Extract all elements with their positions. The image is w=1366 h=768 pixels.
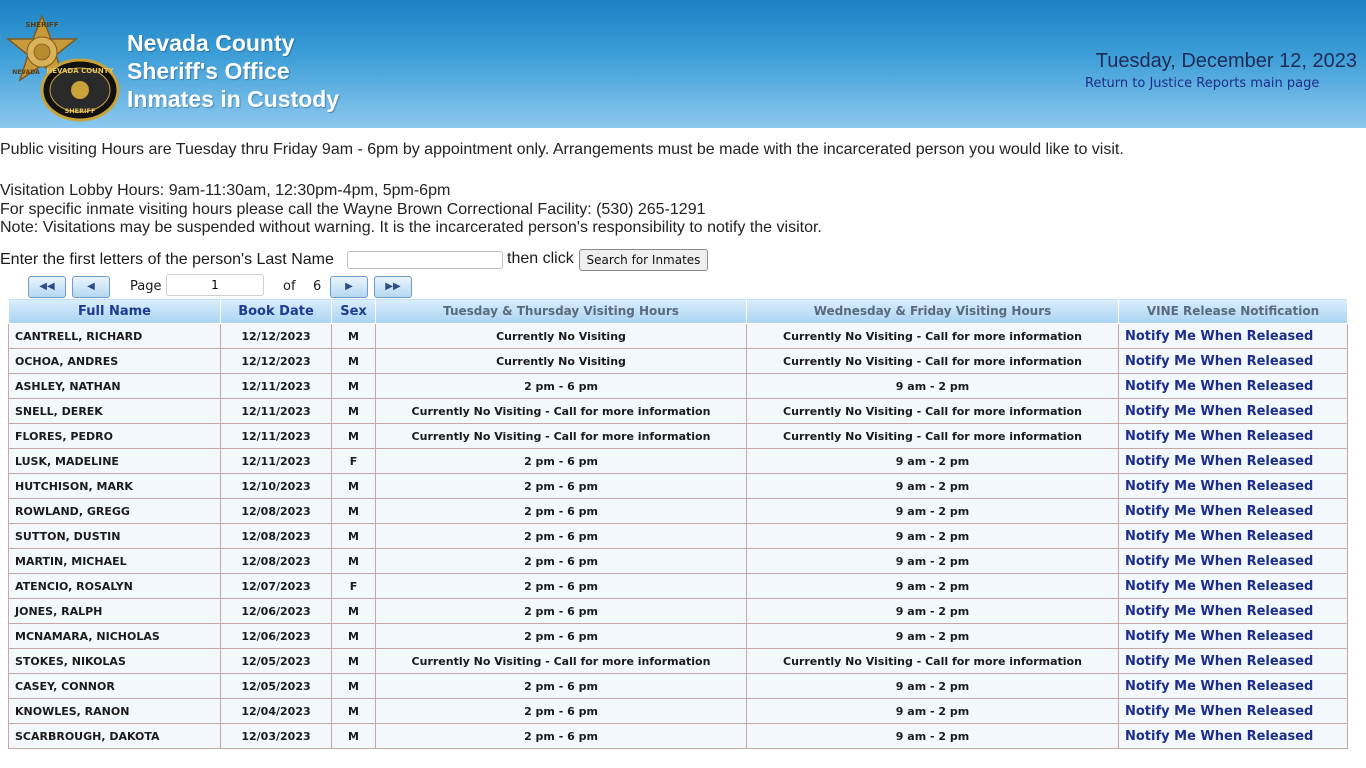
cell-tue-thu-hours: 2 pm - 6 pm bbox=[376, 524, 747, 549]
notify-me-link[interactable]: Notify Me When Released bbox=[1125, 628, 1314, 644]
notify-me-link[interactable]: Notify Me When Released bbox=[1125, 528, 1314, 544]
table-row bbox=[9, 374, 1348, 399]
cell-tue-thu-hours: 2 pm - 6 pm bbox=[376, 699, 747, 724]
cell-wed-fri-hours: Currently No Visiting - Call for more information bbox=[747, 424, 1119, 449]
cell-full-name: MCNAMARA, NICHOLAS bbox=[9, 624, 221, 649]
cell-book-date: 12/05/2023 bbox=[221, 649, 332, 674]
site-title-county: Nevada County bbox=[127, 30, 295, 56]
cell-sex: M bbox=[332, 324, 376, 349]
cell-vine bbox=[1119, 624, 1348, 649]
notify-me-link[interactable]: Notify Me When Released bbox=[1125, 353, 1314, 369]
cell-full-name: STOKES, NIKOLAS bbox=[9, 649, 221, 674]
cell-tue-thu-hours: 2 pm - 6 pm bbox=[376, 674, 747, 699]
cell-tue-thu-hours: 2 pm - 6 pm bbox=[376, 624, 747, 649]
cell-vine bbox=[1119, 674, 1348, 699]
cell-wed-fri-hours: 9 am - 2 pm bbox=[747, 374, 1119, 399]
cell-wed-fri-hours: 9 am - 2 pm bbox=[747, 499, 1119, 524]
cell-vine bbox=[1119, 324, 1348, 349]
cell-tue-thu-hours: 2 pm - 6 pm bbox=[376, 474, 747, 499]
cell-book-date: 12/05/2023 bbox=[221, 674, 332, 699]
cell-sex: F bbox=[332, 449, 376, 474]
cell-full-name: KNOWLES, RANON bbox=[9, 699, 221, 724]
next-page-button[interactable] bbox=[330, 276, 368, 298]
cell-wed-fri-hours: 9 am - 2 pm bbox=[747, 624, 1119, 649]
first-page-button[interactable] bbox=[28, 276, 66, 298]
cell-full-name: HUTCHISON, MARK bbox=[9, 474, 221, 499]
star-badge-top-text: SHERIFF bbox=[25, 21, 59, 29]
cell-wed-fri-hours: 9 am - 2 pm bbox=[747, 574, 1119, 599]
notify-me-link[interactable]: Notify Me When Released bbox=[1125, 728, 1314, 744]
header-wed-fri-hours: Wednesday & Friday Visiting Hours bbox=[747, 299, 1119, 324]
cell-full-name: MARTIN, MICHAEL bbox=[9, 549, 221, 574]
notify-me-link[interactable]: Notify Me When Released bbox=[1125, 478, 1314, 494]
cell-book-date: 12/06/2023 bbox=[221, 599, 332, 624]
cell-full-name: CASEY, CONNOR bbox=[9, 674, 221, 699]
header-sex[interactable]: Sex bbox=[332, 299, 376, 324]
cell-sex: M bbox=[332, 474, 376, 499]
table-row bbox=[9, 324, 1348, 349]
cell-wed-fri-hours: 9 am - 2 pm bbox=[747, 674, 1119, 699]
cell-sex: M bbox=[332, 424, 376, 449]
cell-tue-thu-hours: 2 pm - 6 pm bbox=[376, 549, 747, 574]
cell-vine bbox=[1119, 449, 1348, 474]
page-number-input[interactable] bbox=[166, 274, 264, 296]
public-visiting-hours-text: Public visiting Hours are Tuesday thru Friday 9am - 6pm by appointment only. Arrangements must be made with the incarcerated person you would like to visit. bbox=[0, 141, 1124, 158]
cell-sex: M bbox=[332, 699, 376, 724]
page-title: Inmates in Custody bbox=[127, 86, 340, 112]
cell-sex: M bbox=[332, 499, 376, 524]
cell-sex: M bbox=[332, 524, 376, 549]
cell-book-date: 12/11/2023 bbox=[221, 374, 332, 399]
table-row bbox=[9, 724, 1348, 749]
cell-full-name: ATENCIO, ROSALYN bbox=[9, 574, 221, 599]
patch-badge-bottom-text: SHERIFF bbox=[64, 107, 96, 115]
cell-wed-fri-hours: 9 am - 2 pm bbox=[747, 724, 1119, 749]
cell-full-name: SNELL, DEREK bbox=[9, 399, 221, 424]
county-patch-badge bbox=[40, 58, 120, 122]
cell-full-name: SCARBROUGH, DAKOTA bbox=[9, 724, 221, 749]
cell-vine bbox=[1119, 699, 1348, 724]
cell-wed-fri-hours: 9 am - 2 pm bbox=[747, 549, 1119, 574]
cell-full-name: LUSK, MADELINE bbox=[9, 449, 221, 474]
cell-tue-thu-hours: 2 pm - 6 pm bbox=[376, 499, 747, 524]
cell-sex: M bbox=[332, 399, 376, 424]
cell-sex: M bbox=[332, 599, 376, 624]
visitation-note-text: Note: Visitations may be suspended without warning. It is the incarcerated person's responsibility to notify the visitor. bbox=[0, 219, 822, 236]
notify-me-link[interactable]: Notify Me When Released bbox=[1125, 678, 1314, 694]
table-row bbox=[9, 524, 1348, 549]
cell-sex: M bbox=[332, 724, 376, 749]
cell-book-date: 12/06/2023 bbox=[221, 624, 332, 649]
cell-book-date: 12/10/2023 bbox=[221, 474, 332, 499]
cell-vine bbox=[1119, 374, 1348, 399]
table-row bbox=[9, 574, 1348, 599]
cell-book-date: 12/11/2023 bbox=[221, 399, 332, 424]
header-vine-notification: VINE Release Notification bbox=[1119, 299, 1348, 324]
then-click-label: then click bbox=[507, 250, 574, 267]
notify-me-link[interactable]: Notify Me When Released bbox=[1125, 553, 1314, 569]
cell-sex: M bbox=[332, 649, 376, 674]
cell-tue-thu-hours: 2 pm - 6 pm bbox=[376, 574, 747, 599]
cell-book-date: 12/12/2023 bbox=[221, 324, 332, 349]
cell-vine bbox=[1119, 599, 1348, 624]
notify-me-link[interactable]: Notify Me When Released bbox=[1125, 703, 1314, 719]
double-left-arrow-icon: ◀◀ bbox=[39, 281, 55, 292]
notify-me-link[interactable]: Notify Me When Released bbox=[1125, 428, 1314, 444]
cell-book-date: 12/08/2023 bbox=[221, 499, 332, 524]
notify-me-link[interactable]: Notify Me When Released bbox=[1125, 403, 1314, 419]
cell-wed-fri-hours: 9 am - 2 pm bbox=[747, 474, 1119, 499]
cell-sex: M bbox=[332, 624, 376, 649]
header-book-date[interactable]: Book Date bbox=[221, 299, 332, 324]
left-arrow-icon: ◀ bbox=[87, 281, 95, 292]
table-row bbox=[9, 549, 1348, 574]
search-label: Enter the first letters of the person's Last Name bbox=[0, 251, 334, 268]
cell-full-name: ROWLAND, GREGG bbox=[9, 499, 221, 524]
cell-vine bbox=[1119, 424, 1348, 449]
cell-vine bbox=[1119, 574, 1348, 599]
cell-book-date: 12/11/2023 bbox=[221, 449, 332, 474]
cell-vine bbox=[1119, 349, 1348, 374]
header-tue-thu-hours: Tuesday & Thursday Visiting Hours bbox=[376, 299, 747, 324]
cell-sex: M bbox=[332, 674, 376, 699]
cell-book-date: 12/08/2023 bbox=[221, 524, 332, 549]
return-to-main-link[interactable]: Return to Justice Reports main page bbox=[1085, 76, 1320, 91]
cell-tue-thu-hours: Currently No Visiting bbox=[376, 324, 747, 349]
cell-tue-thu-hours: 2 pm - 6 pm bbox=[376, 449, 747, 474]
table-row bbox=[9, 649, 1348, 674]
cell-full-name: OCHOA, ANDRES bbox=[9, 349, 221, 374]
notify-me-link[interactable]: Notify Me When Released bbox=[1125, 603, 1314, 619]
table-row bbox=[9, 674, 1348, 699]
table-row bbox=[9, 474, 1348, 499]
current-date: Tuesday, December 12, 2023 bbox=[1095, 50, 1357, 72]
table-header-row bbox=[9, 299, 1348, 324]
table-body bbox=[9, 324, 1348, 749]
table-row bbox=[9, 349, 1348, 374]
last-name-search-input[interactable] bbox=[347, 251, 503, 269]
specific-hours-text: For specific inmate visiting hours please call the Wayne Brown Correctional Facility: (530) 265-1291 bbox=[0, 201, 706, 218]
cell-tue-thu-hours: Currently No Visiting - Call for more information bbox=[376, 649, 747, 674]
table-row bbox=[9, 624, 1348, 649]
cell-book-date: 12/12/2023 bbox=[221, 349, 332, 374]
site-title-office: Sheriff's Office bbox=[127, 58, 290, 84]
patch-badge-top-text: NEVADA COUNTY bbox=[46, 67, 114, 75]
cell-wed-fri-hours: Currently No Visiting - Call for more information bbox=[747, 324, 1119, 349]
previous-page-button[interactable] bbox=[72, 276, 110, 298]
table-row bbox=[9, 399, 1348, 424]
cell-full-name: ASHLEY, NATHAN bbox=[9, 374, 221, 399]
cell-vine bbox=[1119, 724, 1348, 749]
cell-vine bbox=[1119, 549, 1348, 574]
cell-sex: M bbox=[332, 549, 376, 574]
cell-tue-thu-hours: 2 pm - 6 pm bbox=[376, 724, 747, 749]
cell-book-date: 12/04/2023 bbox=[221, 699, 332, 724]
star-badge-bottom-text: NEVADA bbox=[12, 69, 40, 76]
sheriff-badges bbox=[4, 14, 124, 122]
total-pages: 6 bbox=[313, 279, 322, 294]
cell-tue-thu-hours: 2 pm - 6 pm bbox=[376, 374, 747, 399]
cell-sex: M bbox=[332, 374, 376, 399]
double-right-arrow-icon: ▶▶ bbox=[385, 281, 401, 292]
cell-tue-thu-hours: 2 pm - 6 pm bbox=[376, 599, 747, 624]
cell-vine bbox=[1119, 649, 1348, 674]
cell-vine bbox=[1119, 399, 1348, 424]
cell-sex: M bbox=[332, 349, 376, 374]
notify-me-link[interactable]: Notify Me When Released bbox=[1125, 453, 1314, 469]
page-label: Page bbox=[130, 279, 162, 294]
cell-book-date: 12/03/2023 bbox=[221, 724, 332, 749]
notify-me-link[interactable]: Notify Me When Released bbox=[1125, 328, 1314, 344]
table-row bbox=[9, 699, 1348, 724]
header-full-name[interactable]: Full Name bbox=[9, 299, 221, 324]
cell-wed-fri-hours: 9 am - 2 pm bbox=[747, 449, 1119, 474]
inmates-table bbox=[8, 298, 1348, 749]
lobby-hours-text: Visitation Lobby Hours: 9am-11:30am, 12:30pm-4pm, 5pm-6pm bbox=[0, 182, 451, 199]
cell-book-date: 12/08/2023 bbox=[221, 549, 332, 574]
cell-sex: F bbox=[332, 574, 376, 599]
cell-tue-thu-hours: Currently No Visiting bbox=[376, 349, 747, 374]
cell-wed-fri-hours: Currently No Visiting - Call for more information bbox=[747, 649, 1119, 674]
cell-wed-fri-hours: Currently No Visiting - Call for more information bbox=[747, 349, 1119, 374]
cell-full-name: JONES, RALPH bbox=[9, 599, 221, 624]
last-page-button[interactable] bbox=[374, 276, 412, 298]
table-row bbox=[9, 449, 1348, 474]
cell-full-name: FLORES, PEDRO bbox=[9, 424, 221, 449]
notify-me-link[interactable]: Notify Me When Released bbox=[1125, 503, 1314, 519]
notify-me-link[interactable]: Notify Me When Released bbox=[1125, 653, 1314, 669]
cell-tue-thu-hours: Currently No Visiting - Call for more information bbox=[376, 399, 747, 424]
table-row bbox=[9, 424, 1348, 449]
notify-me-link[interactable]: Notify Me When Released bbox=[1125, 378, 1314, 394]
table-row bbox=[9, 499, 1348, 524]
cell-vine bbox=[1119, 524, 1348, 549]
notify-me-link[interactable]: Notify Me When Released bbox=[1125, 578, 1314, 594]
of-label: of bbox=[283, 279, 296, 294]
table-row bbox=[9, 599, 1348, 624]
cell-full-name: SUTTON, DUSTIN bbox=[9, 524, 221, 549]
cell-book-date: 12/07/2023 bbox=[221, 574, 332, 599]
cell-vine bbox=[1119, 474, 1348, 499]
cell-wed-fri-hours: 9 am - 2 pm bbox=[747, 599, 1119, 624]
cell-wed-fri-hours: 9 am - 2 pm bbox=[747, 524, 1119, 549]
cell-wed-fri-hours: 9 am - 2 pm bbox=[747, 699, 1119, 724]
search-for-inmates-button[interactable]: Search for Inmates bbox=[579, 249, 708, 271]
cell-wed-fri-hours: Currently No Visiting - Call for more information bbox=[747, 399, 1119, 424]
cell-vine bbox=[1119, 499, 1348, 524]
right-arrow-icon: ▶ bbox=[345, 281, 353, 292]
cell-book-date: 12/11/2023 bbox=[221, 424, 332, 449]
page-header bbox=[0, 0, 1366, 128]
cell-tue-thu-hours: Currently No Visiting - Call for more information bbox=[376, 424, 747, 449]
cell-full-name: CANTRELL, RICHARD bbox=[9, 324, 221, 349]
